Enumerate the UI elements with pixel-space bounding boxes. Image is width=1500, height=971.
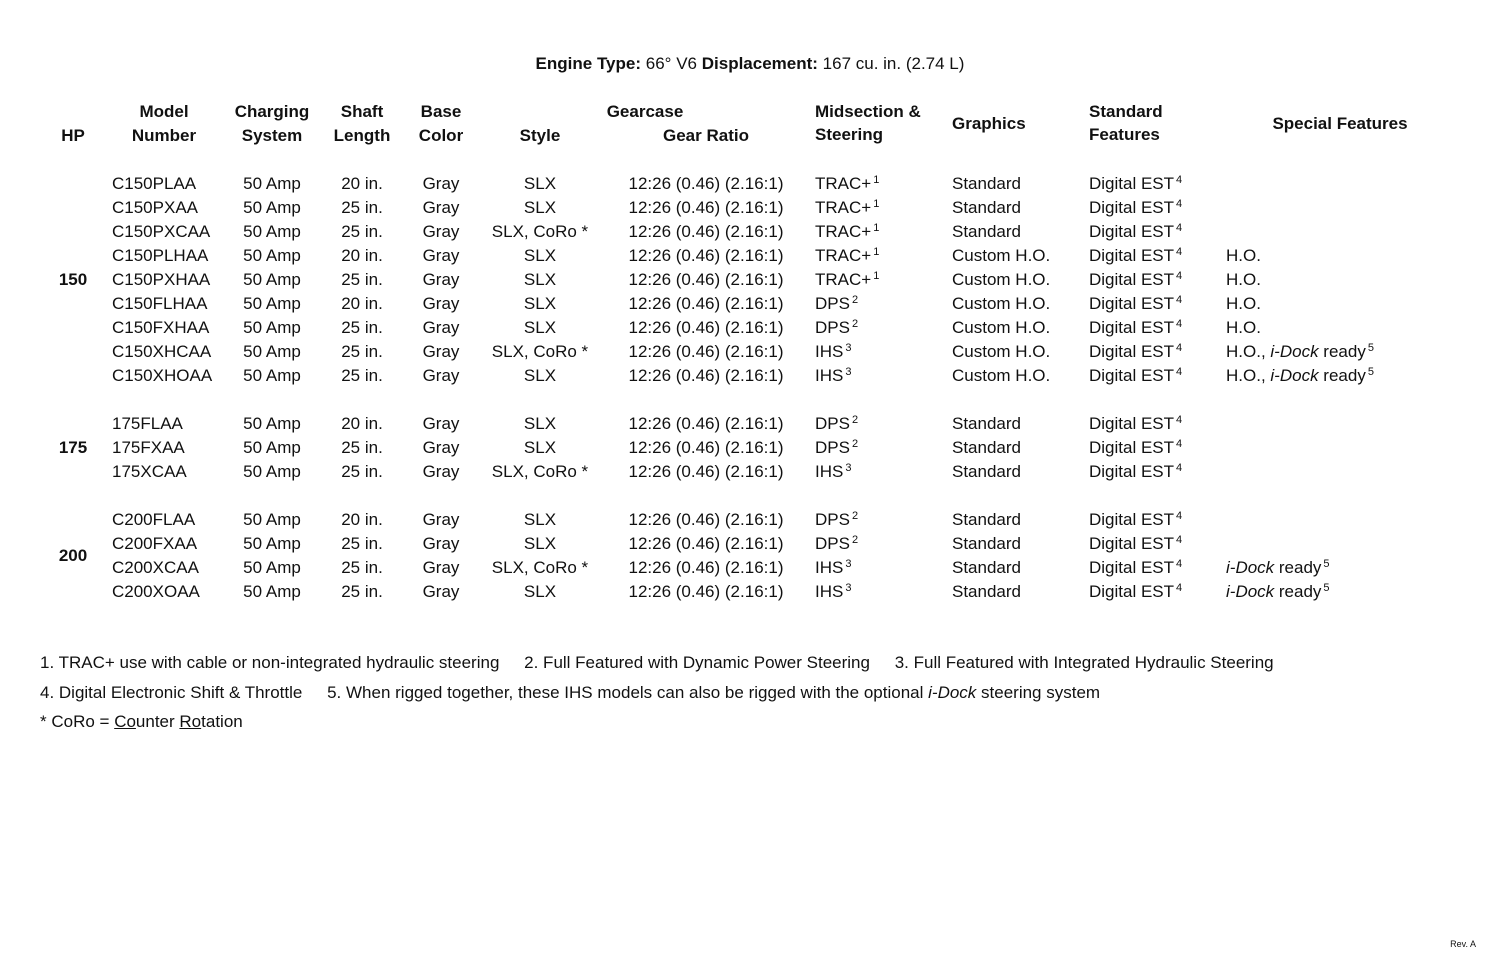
charging-system: 50 Amp <box>243 342 301 361</box>
midsection-steering: IHS $^3$ <box>815 366 852 385</box>
gear-ratio: 12:26 (0.46) (2.16:1) <box>628 414 784 433</box>
model-number: C200FLAA <box>112 510 196 529</box>
midsection-steering: IHS $^3$ <box>815 462 852 481</box>
graphics: Standard <box>952 510 1021 529</box>
gearcase-style: SLX <box>523 270 557 289</box>
graphics: Custom H.O. <box>952 246 1051 265</box>
gear-ratio: 12:26 (0.46) (2.16:1) <box>628 198 784 217</box>
standard-features: Digital EST $^4$ <box>1089 198 1183 217</box>
base-color: Gray <box>422 246 460 265</box>
gear-ratio: 12:26 (0.46) (2.16:1) <box>628 438 784 457</box>
header-hp: HP <box>61 126 85 145</box>
shaft-length: 25 in. <box>341 582 383 601</box>
gearcase-style: SLX <box>523 414 557 433</box>
midsection-steering: DPS $^2$ <box>815 294 859 313</box>
footnote-line-2 <box>40 683 1100 703</box>
graphics: Standard <box>952 534 1021 553</box>
page-title: Engine Type: 66° V6 Displacement: 167 cu. in. (2.74 L) <box>535 54 965 73</box>
gearcase-style: SLX <box>523 438 557 457</box>
header-gearcase: Gearcase <box>606 102 684 121</box>
gear-ratio: 12:26 (0.46) (2.16:1) <box>628 366 784 385</box>
model-number: C200FXAA <box>112 534 198 553</box>
hp-value: 200 <box>58 546 88 565</box>
midsection-steering: TRAC+ $^1$ <box>815 270 880 289</box>
header-style: Style <box>519 126 561 145</box>
header-shaft: Shaft Length <box>333 102 391 145</box>
gearcase-style: SLX <box>523 318 557 337</box>
gearcase-style: SLX <box>523 174 557 193</box>
standard-features: Digital EST $^4$ <box>1089 318 1183 337</box>
hp-value: 175 <box>58 438 88 457</box>
midsection-steering: DPS $^2$ <box>815 510 859 529</box>
gear-ratio: 12:26 (0.46) (2.16:1) <box>628 558 784 577</box>
standard-features: Digital EST $^4$ <box>1089 246 1183 265</box>
hp-value: 150 <box>58 270 88 289</box>
charging-system: 50 Amp <box>243 198 301 217</box>
charging-system: 50 Amp <box>243 318 301 337</box>
model-number: C150PXCAA <box>112 222 211 241</box>
shaft-length: 20 in. <box>341 246 383 265</box>
standard-features: Digital EST $^4$ <box>1089 510 1183 529</box>
gear-ratio: 12:26 (0.46) (2.16:1) <box>628 222 784 241</box>
standard-features: Digital EST $^4$ <box>1089 342 1183 361</box>
shaft-length: 25 in. <box>341 438 383 457</box>
base-color: Gray <box>422 366 460 385</box>
shaft-length: 25 in. <box>341 222 383 241</box>
model-number: C150XHOAA <box>112 366 213 385</box>
base-color: Gray <box>422 438 460 457</box>
midsection-steering: TRAC+ $^1$ <box>815 198 880 217</box>
shaft-length: 25 in. <box>341 270 383 289</box>
charging-system: 50 Amp <box>243 246 301 265</box>
model-number: C150XHCAA <box>112 342 212 361</box>
midsection-steering: TRAC+ $^1$ <box>815 246 880 265</box>
gearcase-style: SLX, CoRo * <box>491 558 589 577</box>
standard-features: Digital EST $^4$ <box>1089 558 1183 577</box>
graphics: Standard <box>952 582 1021 601</box>
midsection-steering: IHS $^3$ <box>815 582 852 601</box>
graphics: Custom H.O. <box>952 342 1051 361</box>
gearcase-style: SLX, CoRo * <box>491 462 589 481</box>
graphics: Standard <box>952 198 1021 217</box>
midsection-steering: DPS $^2$ <box>815 534 859 553</box>
gearcase-style: SLX <box>523 366 557 385</box>
base-color: Gray <box>422 174 460 193</box>
base-color: Gray <box>422 198 460 217</box>
gearcase-style: SLX <box>523 246 557 265</box>
shaft-length: 25 in. <box>341 558 383 577</box>
gear-ratio: 12:26 (0.46) (2.16:1) <box>628 294 784 313</box>
revision-label: Rev. A <box>1450 939 1476 949</box>
graphics: Custom H.O. <box>952 270 1051 289</box>
gear-ratio: 12:26 (0.46) (2.16:1) <box>628 582 784 601</box>
gearcase-style: SLX <box>523 510 557 529</box>
shaft-length: 25 in. <box>341 462 383 481</box>
midsection-steering: IHS $^3$ <box>815 342 852 361</box>
special-features: i-Dock ready $^5$ <box>1226 582 1330 601</box>
charging-system: 50 Amp <box>243 174 301 193</box>
graphics: Custom H.O. <box>952 294 1051 313</box>
special-features: H.O., i-Dock ready $^5$ <box>1226 342 1374 361</box>
base-color: Gray <box>422 270 460 289</box>
special-features: H.O. <box>1226 270 1261 289</box>
charging-system: 50 Amp <box>243 534 301 553</box>
footnote-3: 3. Full Featured with Integrated Hydraulic Steering <box>894 653 1274 672</box>
gearcase-style: SLX <box>523 582 557 601</box>
model-number: C150FLHAA <box>112 294 208 313</box>
model-number: C150PLHAA <box>112 246 209 265</box>
model-number: 175FXAA <box>112 438 185 457</box>
special-features: H.O., i-Dock ready $^5$ <box>1226 366 1374 385</box>
midsection-steering: DPS $^2$ <box>815 414 859 433</box>
standard-features: Digital EST $^4$ <box>1089 438 1183 457</box>
gear-ratio: 12:26 (0.46) (2.16:1) <box>628 510 784 529</box>
graphics: Standard <box>952 174 1021 193</box>
standard-features: Digital EST $^4$ <box>1089 366 1183 385</box>
gearcase-style: SLX, CoRo * <box>491 342 589 361</box>
footnote-2: 2. Full Featured with Dynamic Power Steering <box>524 653 870 672</box>
special-features: H.O. <box>1226 294 1261 313</box>
model-number: 175XCAA <box>112 462 187 481</box>
gear-ratio: 12:26 (0.46) (2.16:1) <box>628 534 784 553</box>
charging-system: 50 Amp <box>243 414 301 433</box>
gear-ratio: 12:26 (0.46) (2.16:1) <box>628 462 784 481</box>
gearcase-style: SLX, CoRo * <box>491 222 589 241</box>
base-color: Gray <box>422 510 460 529</box>
base-color: Gray <box>422 414 460 433</box>
midsection-steering: DPS $^2$ <box>815 438 859 457</box>
charging-system: 50 Amp <box>243 438 301 457</box>
midsection-steering: TRAC+ $^1$ <box>815 174 880 193</box>
header-graphics: Graphics <box>952 114 1026 133</box>
shaft-length: 20 in. <box>341 294 383 313</box>
model-number: 175FLAA <box>112 414 183 433</box>
charging-system: 50 Amp <box>243 510 301 529</box>
base-color: Gray <box>422 534 460 553</box>
shaft-length: 25 in. <box>341 318 383 337</box>
charging-system: 50 Amp <box>243 366 301 385</box>
charging-system: 50 Amp <box>243 294 301 313</box>
graphics: Standard <box>952 558 1021 577</box>
base-color: Gray <box>422 582 460 601</box>
graphics: Custom H.O. <box>952 318 1051 337</box>
shaft-length: 25 in. <box>341 534 383 553</box>
header-special-features: Special Features <box>1272 114 1408 133</box>
base-color: Gray <box>422 342 460 361</box>
model-number: C150PXAA <box>112 198 198 217</box>
base-color: Gray <box>422 222 460 241</box>
base-color: Gray <box>422 318 460 337</box>
shaft-length: 20 in. <box>341 174 383 193</box>
base-color: Gray <box>422 294 460 313</box>
shaft-length: 25 in. <box>341 198 383 217</box>
special-features: H.O. <box>1226 318 1261 337</box>
standard-features: Digital EST $^4$ <box>1089 294 1183 313</box>
gear-ratio: 12:26 (0.46) (2.16:1) <box>628 342 784 361</box>
shaft-length: 20 in. <box>341 414 383 433</box>
midsection-steering: DPS $^2$ <box>815 318 859 337</box>
shaft-length: 20 in. <box>341 510 383 529</box>
model-number: C200XCAA <box>112 558 199 577</box>
graphics: Standard <box>952 414 1021 433</box>
midsection-steering: IHS $^3$ <box>815 558 852 577</box>
base-color: Gray <box>422 558 460 577</box>
header-midsection: Midsection & Steering <box>815 102 921 144</box>
header-model: Model Number <box>131 102 197 145</box>
charging-system: 50 Amp <box>243 270 301 289</box>
charging-system: 50 Amp <box>243 582 301 601</box>
model-number: C150PXHAA <box>112 270 211 289</box>
charging-system: 50 Amp <box>243 462 301 481</box>
gear-ratio: 12:26 (0.46) (2.16:1) <box>628 246 784 265</box>
charging-system: 50 Amp <box>243 558 301 577</box>
footnote-coro: * CoRo = Counter Rotation <box>40 712 243 731</box>
graphics: Standard <box>952 438 1021 457</box>
header-standard-features: Standard Features <box>1089 102 1163 144</box>
gearcase-style: SLX <box>523 294 557 313</box>
base-color: Gray <box>422 462 460 481</box>
header-base-color: Base Color <box>418 102 464 145</box>
special-features: H.O. <box>1226 246 1261 265</box>
footnote-4: 4. Digital Electronic Shift & Throttle <box>40 683 303 702</box>
gear-ratio: 12:26 (0.46) (2.16:1) <box>628 270 784 289</box>
standard-features: Digital EST $^4$ <box>1089 534 1183 553</box>
model-number: C200XOAA <box>112 582 200 601</box>
gearcase-style: SLX <box>523 198 557 217</box>
graphics: Custom H.O. <box>952 366 1051 385</box>
footnote-5: 5. When rigged together, these IHS models can also be rigged with the optional i-Dock steering system <box>327 683 1101 702</box>
header-charging: Charging System <box>234 102 310 145</box>
footnote-line-1 <box>40 653 1274 673</box>
special-features: i-Dock ready $^5$ <box>1226 558 1330 577</box>
shaft-length: 25 in. <box>341 366 383 385</box>
standard-features: Digital EST $^4$ <box>1089 174 1183 193</box>
standard-features: Digital EST $^4$ <box>1089 582 1183 601</box>
gear-ratio: 12:26 (0.46) (2.16:1) <box>628 174 784 193</box>
standard-features: Digital EST $^4$ <box>1089 414 1183 433</box>
gear-ratio: 12:26 (0.46) (2.16:1) <box>628 318 784 337</box>
model-number: C150FXHAA <box>112 318 210 337</box>
model-number: C150PLAA <box>112 174 197 193</box>
footnote-1: 1. TRAC+ use with cable or non-integrated hydraulic steering <box>40 653 500 672</box>
standard-features: Digital EST $^4$ <box>1089 222 1183 241</box>
shaft-length: 25 in. <box>341 342 383 361</box>
graphics: Standard <box>952 222 1021 241</box>
standard-features: Digital EST $^4$ <box>1089 270 1183 289</box>
graphics: Standard <box>952 462 1021 481</box>
standard-features: Digital EST $^4$ <box>1089 462 1183 481</box>
charging-system: 50 Amp <box>243 222 301 241</box>
header-gear-ratio: Gear Ratio <box>663 126 749 145</box>
gearcase-style: SLX <box>523 534 557 553</box>
midsection-steering: TRAC+ $^1$ <box>815 222 880 241</box>
